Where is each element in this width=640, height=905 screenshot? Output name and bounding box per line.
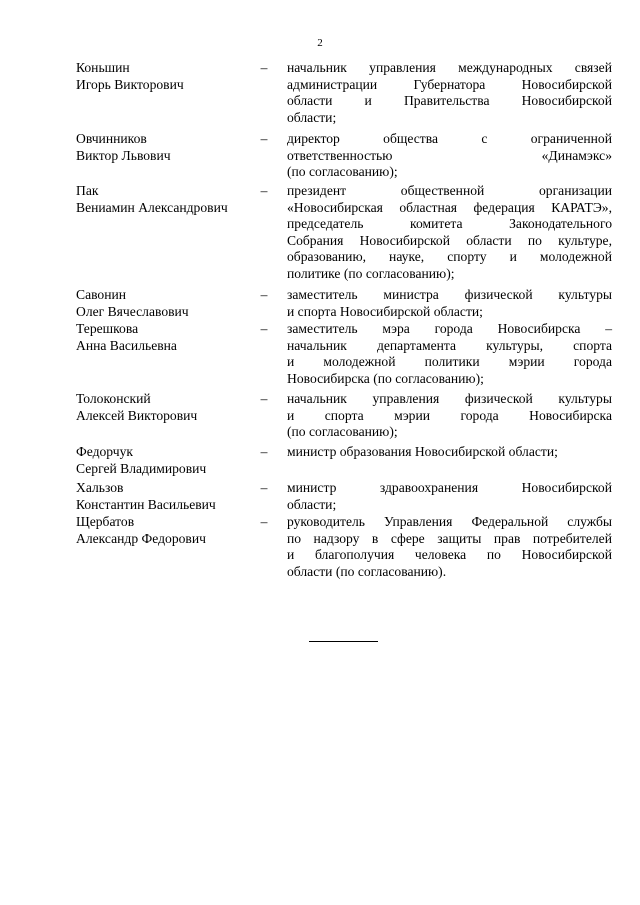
position-line: президент общественной организации (287, 183, 612, 198)
position-line: и спорта Новосибирской области; (287, 303, 483, 319)
position-line: руководитель Управления Федеральной службы (287, 514, 612, 529)
member-entry (0, 321, 640, 391)
member-entry (0, 391, 640, 444)
position-line: и спорта мэрии города Новосибирска (287, 407, 612, 423)
member-entry (0, 287, 640, 321)
member-name: Толоконский Алексей Викторович (76, 391, 198, 423)
member-entry (0, 480, 640, 514)
member-position (287, 514, 612, 580)
dash-separator: – (260, 444, 268, 459)
member-position (287, 321, 612, 387)
member-entry (0, 514, 640, 584)
dash-separator: – (260, 183, 268, 198)
member-name: Федорчук Сергей Владимирович (76, 444, 207, 476)
member-list (0, 60, 640, 584)
member-position (287, 480, 612, 513)
closing-rule (309, 641, 378, 642)
member-name: Овчинников Виктор Львович (76, 131, 171, 163)
position-line: области (по согласованию). (287, 563, 447, 579)
dash-separator: – (260, 480, 268, 495)
position-line: начальник управления международных связей (287, 60, 612, 75)
dash-separator: – (260, 131, 268, 146)
position-line: политике (по согласованию); (287, 265, 455, 281)
position-line: Новосибирска (по согласованию); (287, 370, 484, 386)
position-line: администрации Губернатора Новосибирской (287, 76, 612, 92)
member-entry (0, 183, 640, 287)
member-name: Терешкова Анна Васильевна (76, 321, 177, 353)
member-name: Хальзов Константин Васильевич (76, 480, 216, 512)
dash-separator: – (260, 60, 268, 75)
position-line: «Новосибирская областная федерация КАРАТЭ», (287, 199, 612, 215)
position-line: ответственностью «Динамэкс» (287, 147, 612, 163)
position-line: заместитель министра физической культуры (287, 287, 612, 302)
dash-separator: – (260, 287, 268, 302)
member-position (287, 391, 612, 441)
position-line: образованию, науке, спорту и молодежной (287, 249, 612, 265)
dash-separator: – (260, 391, 268, 406)
member-position (287, 60, 612, 126)
position-line: начальник департамента культуры, спорта (287, 337, 612, 353)
member-name: Пак Вениамин Александрович (76, 183, 228, 215)
position-line: начальник управления физической культуры (287, 391, 612, 406)
dash-separator: – (260, 514, 268, 529)
dash-separator: – (260, 321, 268, 336)
member-entry (0, 60, 640, 131)
member-position (287, 131, 612, 181)
member-entry (0, 131, 640, 183)
position-line: области и Правительства Новосибирской (287, 93, 612, 109)
position-line: министр образования Новосибирской области; (287, 444, 558, 459)
member-position (287, 287, 612, 320)
position-line: и молодежной политики мэрии города (287, 354, 612, 370)
position-line: и благополучия человека по Новосибирской (287, 547, 612, 563)
position-line: директор общества с ограниченной (287, 131, 612, 146)
member-name: Савонин Олег Вячеславович (76, 287, 189, 319)
member-name: Коньшин Игорь Викторович (76, 60, 184, 92)
page-number: 2 (317, 37, 323, 49)
position-line: председатель комитета Законодательного (287, 216, 612, 232)
position-line: (по согласованию); (287, 164, 398, 180)
member-name: Щербатов Александр Федорович (76, 514, 206, 546)
member-entry (0, 444, 640, 480)
member-position (287, 183, 612, 283)
position-line: области; (287, 496, 337, 512)
position-line: по надзору в сфере защиты прав потребителей (287, 530, 612, 546)
position-line: Собрания Новосибирской области по культуре, (287, 232, 612, 248)
position-line: заместитель мэра города Новосибирска – (287, 321, 612, 336)
member-position (287, 444, 612, 461)
position-line: (по согласованию); (287, 424, 398, 440)
position-line: министр здравоохранения Новосибирской (287, 480, 612, 495)
position-line: области; (287, 109, 337, 125)
